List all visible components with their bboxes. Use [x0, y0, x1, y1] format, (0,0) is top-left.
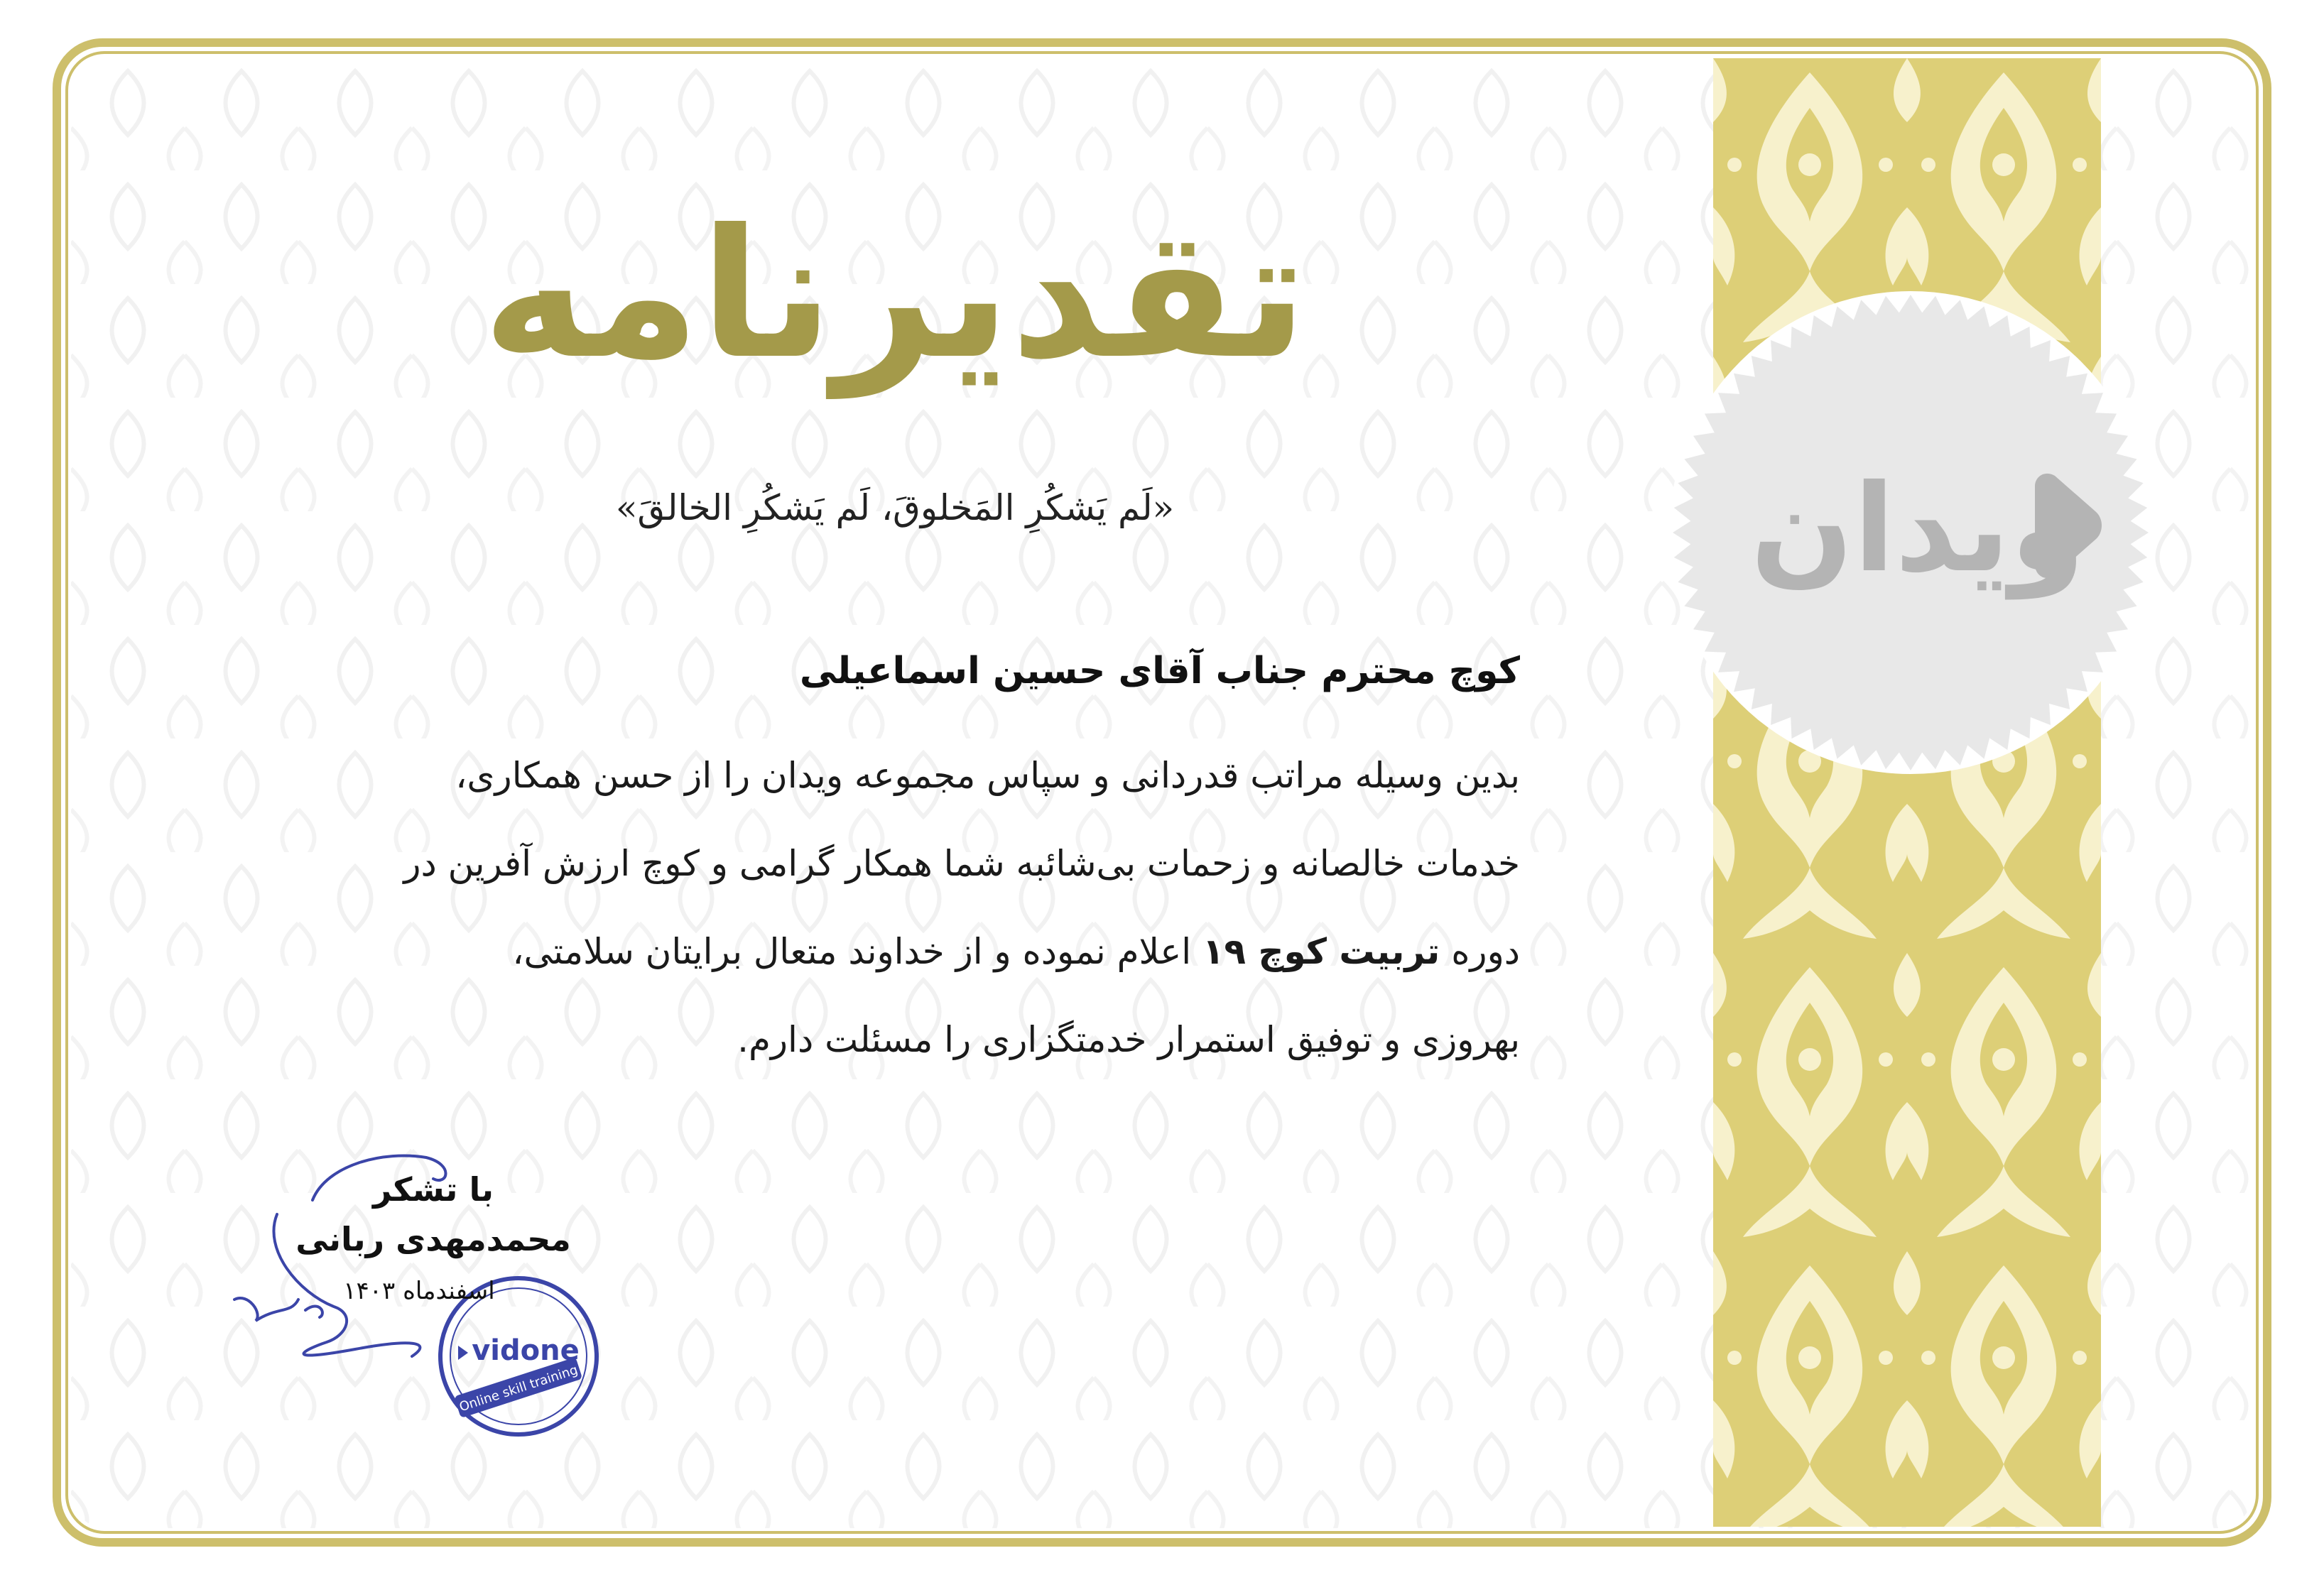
- closing-text: با تشکر: [372, 1170, 494, 1209]
- body-line-2: خدمات خالصانه و زحمات بی‌شائبه شما همکار گرامی و کوچ ارزش آفرین در: [403, 843, 1520, 884]
- hadith-quote: «لَم یَشکُرِ المَخلوقَ، لَم یَشکُرِ الخالقَ»: [615, 487, 1175, 528]
- stamp-brand: vidone: [472, 1334, 580, 1367]
- brand-seal: [1662, 284, 2159, 781]
- certificate-title: تقدیرنامه: [482, 191, 1308, 398]
- course-name: تربیت کوچ ۱۹: [1202, 931, 1440, 972]
- issue-date: اسفندماه ۱۴۰۳: [343, 1277, 495, 1305]
- signature-block: [270, 1165, 597, 1312]
- signer-name: محمدمهدی ربانی: [295, 1220, 571, 1258]
- course-prefix: دوره: [1451, 931, 1520, 972]
- body-line-1: بدین وسیله مراتب قدردانی و سپاس مجموعه ویدان را از حسن همکاری،: [455, 755, 1520, 796]
- body-line-4: بهروزی و توفیق استمرار خدمتگزاری را مسئلت دارم.: [737, 1019, 1520, 1060]
- stamp-tagline: Online skill training: [457, 1362, 580, 1415]
- addressee: کوچ محترم جناب آقای حسین اسماعیلی: [799, 650, 1520, 692]
- certificate-body: [403, 731, 1520, 1084]
- damask-strip: [1713, 58, 2101, 1527]
- seal-wordmark: ویدان: [1750, 459, 2085, 599]
- body-line-3: [512, 908, 1520, 996]
- course-suffix: اعلام نموده و از خداوند متعال برایتان سلامتی،: [512, 931, 1192, 972]
